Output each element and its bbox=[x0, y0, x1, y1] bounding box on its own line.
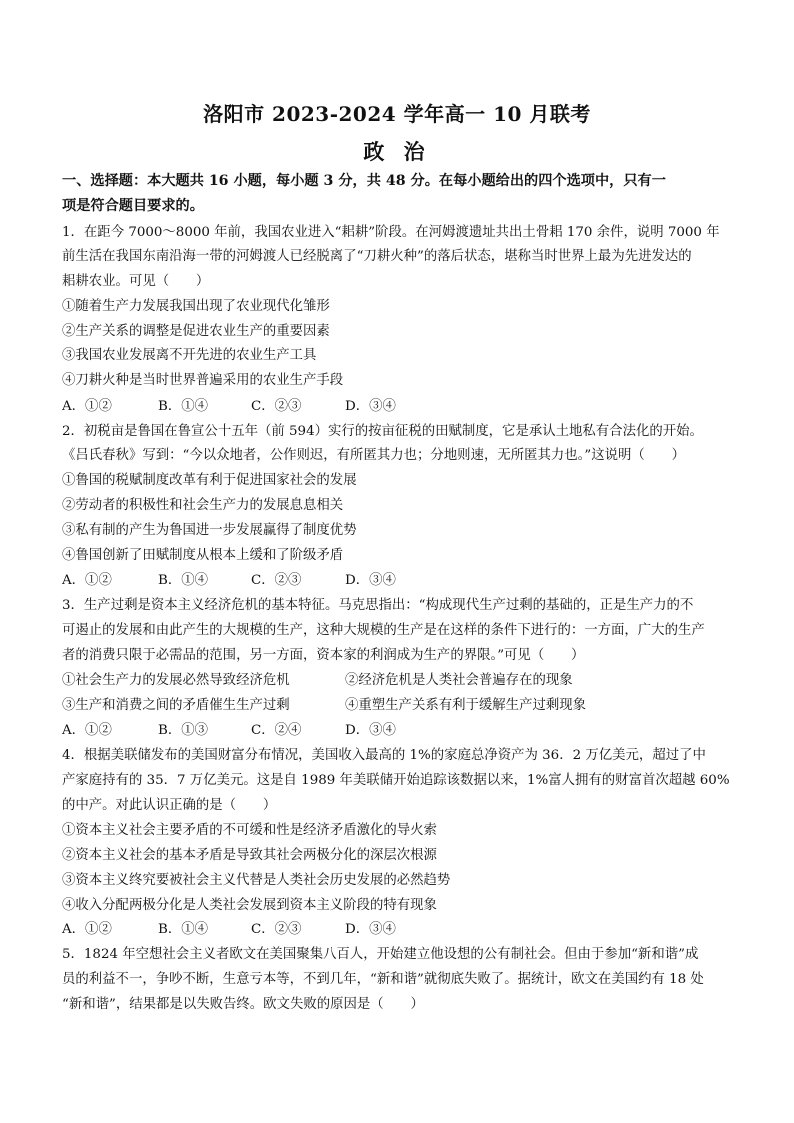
q2-statement-2: ②劳动者的积极性和社会生产力的发展息息相关 bbox=[62, 498, 344, 513]
q4-statement-2: ②资本主义社会的基本矛盾是导致其社会两极分化的深层次根源 bbox=[62, 848, 437, 863]
q1-option-d: D．③④ bbox=[345, 399, 396, 414]
q5-stem-line2: 员的利益不一，争吵不断，生意亏本等，不到几年，“新和谐”就彻底失败了。据统计，欧文在美国约有 18 处 bbox=[62, 972, 704, 987]
q4-option-d: D．③④ bbox=[345, 922, 396, 937]
q4-statement-3: ③资本主义终究要被社会主义代替是人类社会历史发展的必然趋势 bbox=[62, 873, 451, 888]
q4-statement-1: ①资本主义社会主要矛盾的不可缓和性是经济矛盾激化的导火索 bbox=[62, 823, 437, 838]
exam-title: 洛阳市 2023-2024 学年高一 10 月联考 bbox=[203, 102, 591, 126]
q1-statement-2: ②生产关系的调整是促进农业生产的重要因素 bbox=[62, 324, 330, 339]
q1-stem-line2: 前生活在我国东南沿海一带的河姆渡人已经脱离了“刀耕火种”的落后状态，堪称当时世界上最为先进发达的 bbox=[62, 249, 692, 264]
q1-option-c: C．②③ bbox=[251, 399, 302, 414]
q2-statement-4: ④鲁国创新了田赋制度从根本上缓和了阶级矛盾 bbox=[62, 548, 344, 563]
q1-statement-3: ③我国农业发展离不开先进的农业生产工具 bbox=[62, 348, 317, 363]
q3-option-a: A．①② bbox=[62, 723, 112, 738]
q1-stem-line3: 耜耕农业。可见（ ） bbox=[62, 274, 210, 289]
q4-option-a: A．①② bbox=[62, 922, 112, 937]
q1-statement-1: ①随着生产力发展我国出现了农业现代化雏形 bbox=[62, 299, 330, 314]
q2-option-d: D．③④ bbox=[345, 573, 396, 588]
q3-stem-line3: 者的消费只限于必需品的范围，另一方面，资本家的利润成为生产的界限。”可见（ ） bbox=[62, 648, 585, 663]
q1-option-a: A．①② bbox=[62, 399, 112, 414]
q3-stem-line1: 3．生产过剩是资本主义经济危机的基本特征。马克思指出：“构成现代生产过剩的基础的，正是生产力的不 bbox=[62, 598, 694, 613]
q3-option-d: D．③④ bbox=[345, 723, 396, 738]
q1-option-b: B．①④ bbox=[158, 399, 209, 414]
q4-option-c: C．②③ bbox=[251, 922, 302, 937]
q2-statement-1: ①鲁国的税赋制度改革有利于促进国家社会的发展 bbox=[62, 473, 357, 488]
q3-option-b: B．①③ bbox=[158, 723, 209, 738]
section-instruction-line1: 一、选择题：本大题共 16 小题，每小题 3 分，共 48 分。在每小题给出的四个选项中，只有一 bbox=[62, 173, 666, 189]
q2-statement-3: ③私有制的产生为鲁国进一步发展赢得了制度优势 bbox=[62, 523, 357, 538]
q2-option-c: C．②③ bbox=[251, 573, 302, 588]
q2-option-a: A．①② bbox=[62, 573, 112, 588]
subject-title: 政 治 bbox=[363, 139, 431, 164]
q4-stem-line3: 的中产。对此认识正确的是（ ） bbox=[62, 798, 277, 813]
q3-statement-1: ①社会生产力的发展必然导致经济危机 bbox=[62, 673, 290, 688]
q4-option-b: B．①④ bbox=[158, 922, 209, 937]
q3-statement-2: ②经济危机是人类社会普遍存在的现象 bbox=[345, 673, 573, 688]
section-instruction-line2: 项是符合题目要求的。 bbox=[62, 198, 204, 214]
q3-option-c: C．②④ bbox=[251, 723, 302, 738]
q2-option-b: B．①④ bbox=[158, 573, 209, 588]
q5-stem-line1: 5．1824 年空想社会主义者欧文在美国聚集八百人，开始建立他设想的公有制社会。但由于参加“新和谐”成 bbox=[62, 947, 699, 962]
q4-stem-line1: 4．根据美联储发布的美国财富分布情况，美国收入最高的 1%的家庭总净资产为 36．2 万亿美元，超过了中 bbox=[62, 748, 706, 763]
q3-stem-line2: 可遏止的发展和由此产生的大规模的生产，这种大规模的生产是在这样的条件下进行的：一方面，广大的生产 bbox=[62, 623, 705, 638]
q4-statement-4: ④收入分配两极分化是人类社会发展到资本主义阶段的特有现象 bbox=[62, 898, 437, 913]
q4-stem-line2: 产家庭持有的 35．7 万亿美元。这是自 1989 年美联储开始追踪该数据以来，1%富人拥有的财富首次超越 60% bbox=[62, 773, 730, 788]
q5-stem-line3: “新和谐”，结果都是以失败告终。欧文失败的原因是（ ） bbox=[62, 997, 424, 1012]
q2-stem-line1: 2．初税亩是鲁国在鲁宣公十五年（前 594）实行的按亩征税的田赋制度，它是承认土地私有合法化的开始。 bbox=[62, 424, 703, 439]
q1-statement-4: ④刀耕火种是当时世界普遍采用的农业生产手段 bbox=[62, 373, 344, 388]
q3-statement-4: ④重塑生产关系有利于缓解生产过剩现象 bbox=[345, 698, 587, 713]
q2-stem-line2: 《吕氏春秋》写到：“今以众地者，公作则迟，有所匿其力也；分地则速，无所匿其力也。”这说明（ ） bbox=[62, 448, 685, 463]
q1-stem-line1: 1．在距今 7000～8000 年前，我国农业进入“耜耕”阶段。在河姆渡遗址共出土骨耜 170 余件，说明 7000 年 bbox=[62, 225, 720, 240]
q3-statement-3: ③生产和消费之间的矛盾催生生产过剩 bbox=[62, 698, 290, 713]
